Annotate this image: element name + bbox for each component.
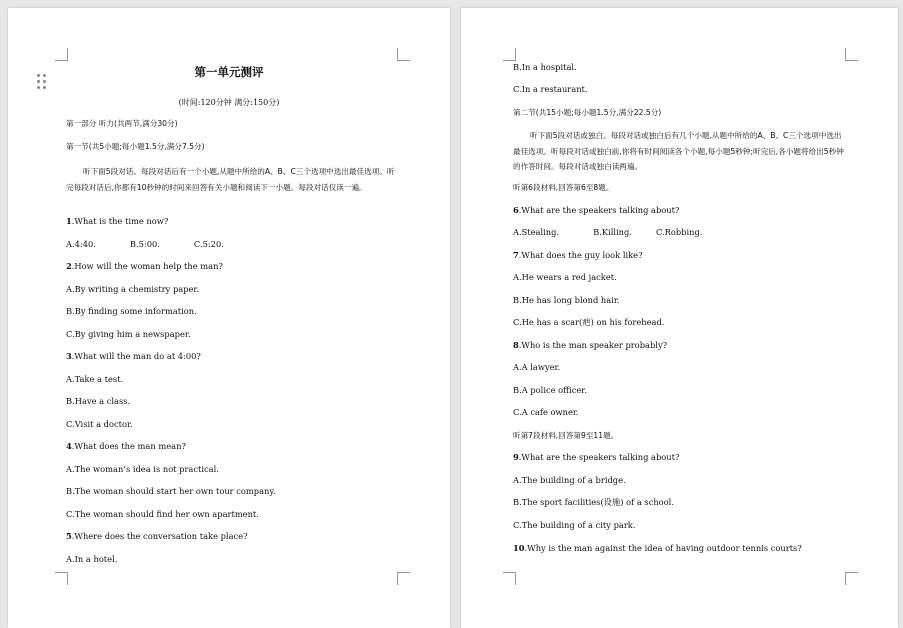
margin-corner-mark — [397, 48, 410, 61]
option-a: A.Stealing. — [513, 227, 560, 237]
question-10: 10.Why is the man against the idea of having outdoor tennis courts? — [513, 543, 802, 553]
page-title: 第一单元测评 — [194, 65, 264, 79]
option-a: A.By writing a chemistry paper. — [66, 284, 200, 294]
option-b: B.In a hospital. — [513, 62, 577, 72]
question-5: 5.Where does the conversation take place? — [66, 531, 248, 541]
option-a: A.4:40. — [66, 239, 96, 249]
option-c: C.The building of a city park. — [513, 520, 636, 530]
exam-subtitle: (时间:120分钟 满分:150分) — [178, 98, 280, 107]
instructions-paragraph: 听下面5段对话。每段对话后有一个小题,从题中所给的A、B、C三个选项中选出最佳选项。听完每段对话后,你都有10秒钟的时间来回答有关小题和阅读下一小题。每段对话仅读一遍。 — [66, 167, 395, 192]
option-a: A.In a hotel. — [66, 554, 118, 564]
option-c: C.Robbing. — [655, 227, 703, 237]
question-6-options — [513, 227, 702, 238]
option-b: B.The woman should start her own tour company. — [66, 486, 276, 496]
question-2: 2.How will the woman help the man? — [66, 261, 223, 271]
margin-corner-mark — [845, 48, 858, 61]
option-a: A.The building of a bridge. — [513, 475, 626, 485]
question-3: 3.What will the man do at 4:00? — [66, 351, 201, 361]
section-heading: 第二节(共15小题;每小题1.5分,满分22.5分) — [513, 108, 662, 117]
instructions-paragraph: 听下面5段对话或独白。每段对话或独白后有几个小题,从题中所给的A、B、C三个选项中选出最佳选项。听每段对话或独白前,你将有时间阅读各个小题,每小题5秒钟;听完后,各小题将给出5秒钟的作答时间。每段对话或独白读两遍。 — [513, 131, 844, 171]
margin-corner-mark — [55, 48, 68, 61]
question-8: 8.Who is the man speaker probably? — [513, 340, 668, 350]
option-c: C.By giving him a newspaper. — [66, 329, 191, 339]
margin-corner-mark — [503, 48, 516, 61]
question-7: 7.What does the guy look like? — [513, 250, 643, 260]
option-a: A.A lawyer. — [513, 362, 561, 372]
option-c: C.Visit a doctor. — [66, 419, 133, 429]
part-heading: 第一部分 听力(共两节,满分30分) — [66, 119, 178, 128]
material-heading: 听第7段材料,回答第9至11题。 — [513, 431, 619, 440]
option-c: C.A cafe owner. — [513, 407, 579, 417]
document-page-1 — [8, 8, 450, 628]
option-b: B.5:00. — [129, 239, 160, 249]
option-b: B.A police officer. — [513, 385, 587, 395]
option-b: B.Killing. — [593, 227, 632, 237]
document-page-2 — [461, 8, 898, 628]
option-c: C.5:20. — [193, 239, 224, 249]
margin-corner-mark — [397, 572, 410, 585]
option-b: B.He has long blond hair. — [513, 295, 620, 305]
question-1-options — [66, 239, 224, 250]
option-c: C.He has a scar(疤) on his forehead. — [513, 317, 665, 327]
option-a: A.The woman’s idea is not practical. — [66, 464, 219, 474]
margin-corner-mark — [503, 572, 516, 585]
material-heading: 听第6段材料,回答第6至8题。 — [513, 183, 614, 192]
section-heading: 第一节(共5小题;每小题1.5分,满分7.5分) — [66, 142, 205, 151]
option-b: B.Have a class. — [66, 396, 131, 406]
option-c: C.In a restaurant. — [513, 84, 588, 94]
margin-corner-mark — [845, 572, 858, 585]
margin-corner-mark — [55, 572, 68, 585]
question-9: 9.What are the speakers talking about? — [513, 452, 680, 462]
question-4: 4.What does the man mean? — [66, 441, 186, 451]
question-1: 1.What is the time now? — [66, 216, 169, 226]
option-b: B.The sport facilities(设施) of a school. — [513, 497, 674, 507]
option-b: B.By finding some information. — [66, 306, 197, 316]
option-c: C.The woman should find her own apartment. — [66, 509, 259, 519]
option-a: A.He wears a red jacket. — [513, 272, 617, 282]
question-6: 6.What are the speakers talking about? — [513, 205, 680, 215]
option-a: A.Take a test. — [66, 374, 124, 384]
